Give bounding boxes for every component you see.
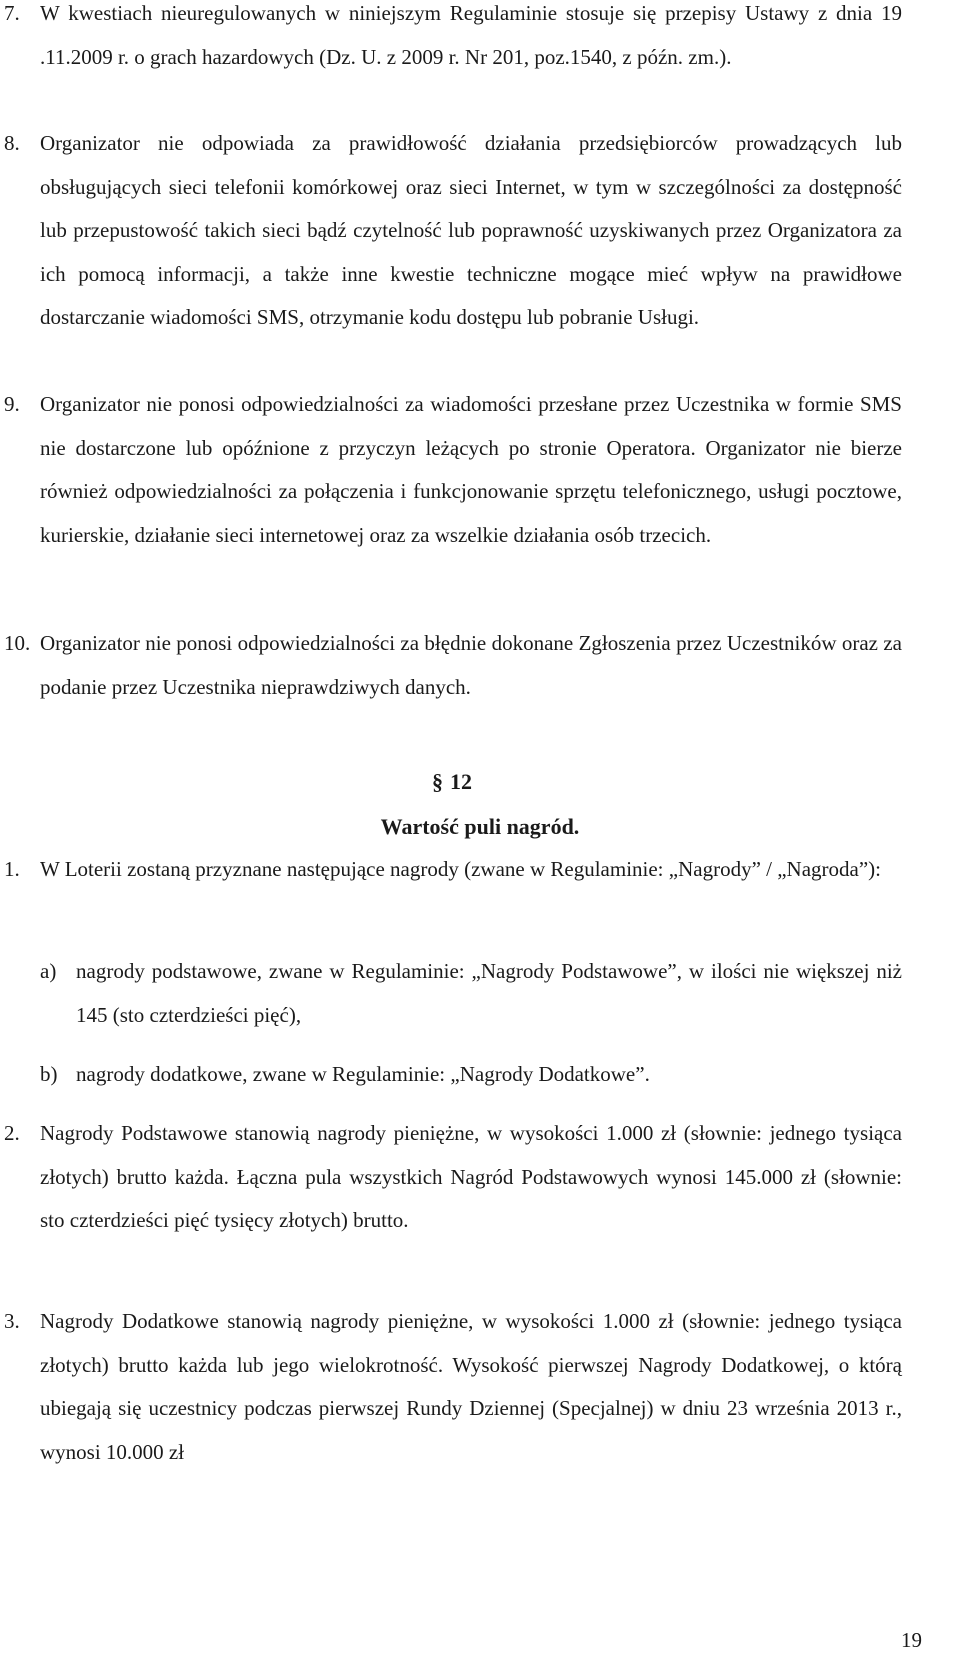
clause-number: 7. [4, 1, 20, 25]
clause-number: 2. [4, 1121, 20, 1145]
page-number: 19 [901, 1628, 922, 1652]
section-number: 12 [450, 769, 472, 794]
clause-text: W Loterii zostaną przyznane następujące nagrody (zwane w Regulaminie: „Nagrody” / „Nagroda”): [40, 857, 881, 881]
clause-number: 1. [4, 857, 20, 881]
clause-number: 8. [4, 131, 20, 155]
subitem-letter: b) [40, 1062, 58, 1086]
section-title: Wartość puli nagród. [380, 814, 580, 839]
clause-text: Nagrody Dodatkowe stanowią nagrody pieniężne, w wysokości 1.000 zł (słownie: jednego tysiąca złotych) brutto każda lub jego wielokrotność. Wysokość pierwszej Nagrody Dodatkowej, o którą ubiegają się uczestnicy podczas pierwszej Rundy Dziennej (Specjalnej) w dniu 23 września 2013 r., wynosi 10.000 zł [40, 1309, 902, 1464]
subitem-letter: a) [40, 959, 57, 983]
subitem-text: nagrody dodatkowe, zwane w Regulaminie: „Nagrody Dodatkowe”. [76, 1062, 650, 1086]
clause-text: Nagrody Podstawowe stanowią nagrody pieniężne, w wysokości 1.000 zł (słownie: jednego tysiąca złotych) brutto każda. Łączna pula wszystkich Nagród Podstawowych wynosi 145.000 zł (słownie: sto czterdzieści pięć tysięcy złotych) brutto. [40, 1121, 902, 1232]
clause-text: Organizator nie odpowiada za prawidłowość działania przedsiębiorców prowadzących lub obsługujących sieci telefonii komórkowej oraz sieci Internet, w tym w szczególności za dostępność lub przepustowość takich sieci bądź czytelność lub poprawność uzyskiwanych przez Organizatora za ich pomocą informacji, a także inne kwestie techniczne mogące mieć wpływ na prawidłowe dostarczanie wiadomości SMS, otrzymanie kodu dostępu lub pobranie Usługi. [40, 131, 902, 329]
clause-text: Organizator nie ponosi odpowiedzialności za wiadomości przesłane przez Uczestnika w formie SMS nie dostarczone lub opóźnione z przyczyn leżących po stronie Operatora. Organizator nie bierze również odpowiedzialności za połączenia i funkcjonowanie sprzętu telefonicznego, usługi pocztowe, kurierskie, działanie sieci internetowej oraz za wszelkie działania osób trzecich. [40, 392, 902, 547]
section-sign: § [432, 769, 443, 794]
subitem-text: nagrody podstawowe, zwane w Regulaminie: „Nagrody Podstawowe”, w ilości nie większej niż 145 (sto czterdzieści pięć), [76, 959, 902, 1027]
clause-number: 9. [4, 392, 20, 416]
clause-text: W kwestiach nieuregulowanych w niniejszym Regulaminie stosuje się przepisy Ustawy z dnia 19 .11.2009 r. o grach hazardowych (Dz. U. z 2009 r. Nr 201, poz.1540, z późn. zm.). [40, 1, 902, 69]
clause-text: Organizator nie ponosi odpowiedzialności za błędnie dokonane Zgłoszenia przez Uczestników oraz za podanie przez Uczestnika nieprawdziwych danych. [40, 631, 902, 699]
clause-number: 10. [4, 631, 31, 655]
clause-number: 3. [4, 1309, 20, 1333]
